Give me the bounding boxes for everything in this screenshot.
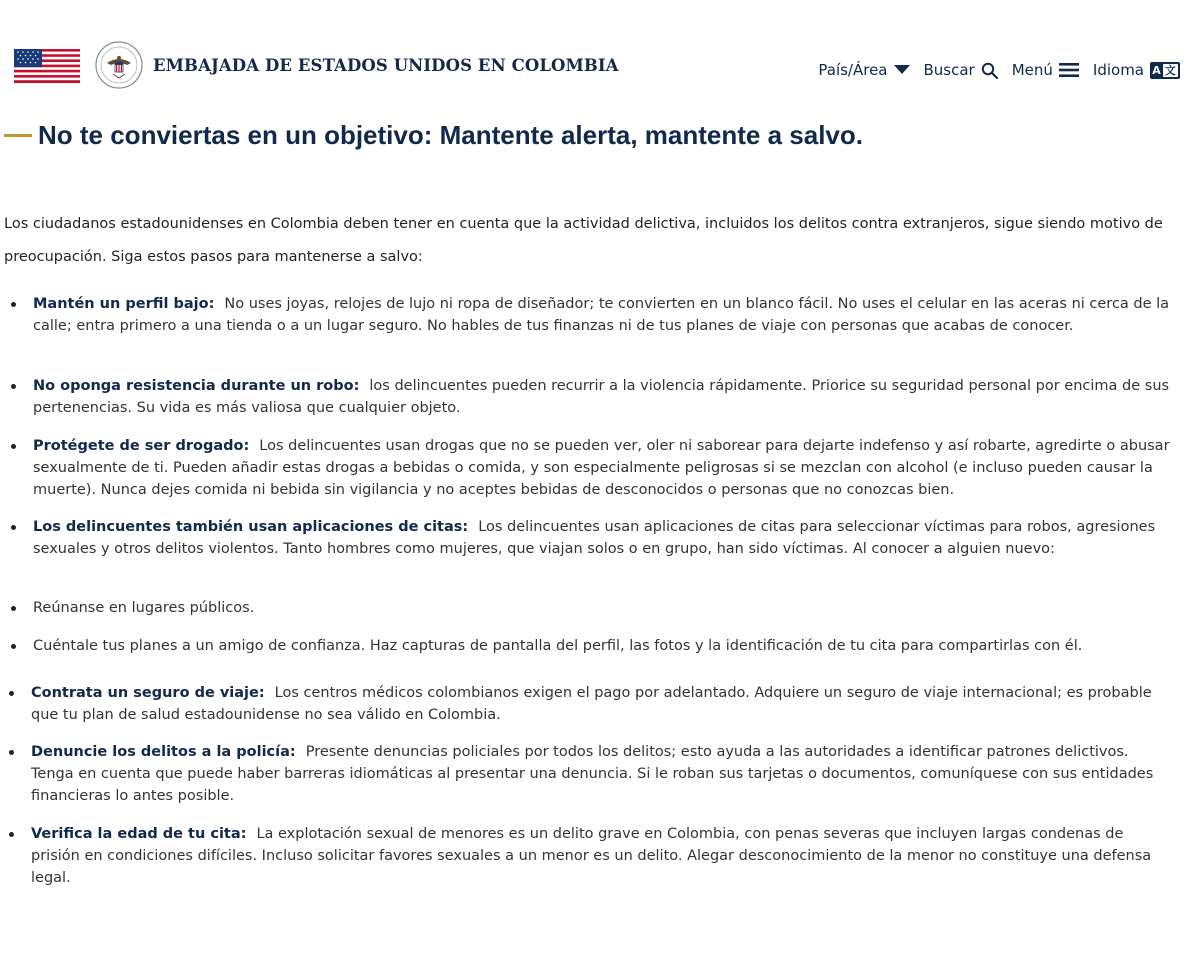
- item-lead: Mantén un perfil bajo:: [33, 296, 215, 312]
- search-label: Buscar: [923, 61, 975, 79]
- language-label: Idioma: [1092, 61, 1144, 79]
- us-flag-icon[interactable]: [14, 49, 80, 83]
- intro-paragraph: Los ciudadanos estadounidenses en Colombia deben tener en cuenta que la actividad delictiva, incluidos los delitos contra extranjeros, sigue siendo motivo de preocupación. Siga estos pasos para mantenerse a salvo:: [4, 216, 1163, 265]
- country-label: País/Área: [818, 61, 888, 79]
- search-button[interactable]: [924, 61, 998, 79]
- list-item: [0, 516, 1173, 560]
- item-text: Cuéntale tus planes a un amigo de confianza. Haz capturas de pantalla del perfil, las fotos y la identificación de tu cita para compartirlas con él.: [33, 638, 1083, 654]
- list-item: [0, 435, 1173, 501]
- item-lead: Protégete de ser drogado:: [33, 438, 250, 454]
- menu-button[interactable]: [1012, 61, 1079, 79]
- list-item: [0, 635, 1173, 657]
- language-selector[interactable]: [1093, 61, 1180, 79]
- site-title[interactable]: EMBAJADA DE ESTADOS UNIDOS EN COLOMBIA: [153, 56, 619, 75]
- item-text: los delincuentes pueden recurrir a la violencia rápidamente. Priorice su seguridad personal por encima de sus pertenencias. Su vida es más valiosa que cualquier objeto.: [33, 378, 1170, 416]
- list-item: [0, 597, 1173, 619]
- item-lead: Denuncie los delitos a la policía:: [31, 744, 296, 760]
- item-text: No uses joyas, relojes de lujo ni ropa de diseñador; te convierten en un blanco fácil. No uses el celular en las aceras ni cerca de la calle; entra primero a una tienda o a un lugar seguro. No hables de tus finanzas ni de tus planes de viaje con personas que acabas de conocer.: [33, 296, 1170, 334]
- search-icon: [981, 62, 998, 79]
- list-item: [0, 823, 1171, 889]
- item-lead: Contrata un seguro de viaje:: [31, 685, 265, 701]
- item-lead: No oponga resistencia durante un robo:: [33, 378, 360, 394]
- item-text: Los delincuentes usan drogas que no se pueden ver, oler ni saborear para dejarte indefenso y así robarte, agredirte o abusar sexualmente de ti. Pueden añadir estas drogas a bebidas o comida, y son especialmente peligrosas si se mezclan con alcohol (e incluso pueden causar la muerte). Nunca dejes comida ni bebida sin vigilancia y no aceptes bebidas de desconocidos o personas que no conozcas bien.: [33, 438, 1170, 498]
- page-title: No te conviertas en un objetivo: Mantente alerta, mantente a salvo.: [38, 120, 863, 150]
- item-lead: Los delincuentes también usan aplicaciones de citas:: [33, 519, 469, 535]
- top-nav: [818, 60, 1180, 80]
- item-lead: Verifica la edad de tu cita:: [31, 826, 247, 842]
- menu-label: Menú: [1011, 61, 1053, 79]
- item-text: La explotación sexual de menores es un delito grave en Colombia, con penas severas que incluyen largas condenas de prisión en condiciones difíciles. Incluso solicitar favores sexuales a un menor es un delito. Alegar desconocimiento de la menor no constituye una defensa legal.: [31, 826, 1152, 886]
- item-text: Presente denuncias policiales por todos los delitos; esto ayuda a las autoridades a identificar patrones delictivos. Tenga en cuenta que puede haber barreras idiomáticas al presentar una denuncia. Si le roban sus tarjetas o documentos, comuníquese con sus entidades financieras lo antes posible.: [31, 744, 1154, 804]
- item-text: Los delincuentes usan aplicaciones de citas para seleccionar víctimas para robos, agresiones sexuales y otros delitos violentos. Tanto hombres como mujeres, que viajan solos o en grupo, han sido víctimas. Al conocer a alguien nuevo:: [33, 519, 1156, 557]
- country-selector[interactable]: [818, 61, 909, 79]
- page-heading: [4, 120, 863, 151]
- item-text: Reúnanse en lugares públicos.: [33, 600, 255, 616]
- caret-down-icon: [894, 65, 910, 75]
- hamburger-icon: [1059, 62, 1079, 78]
- embassy-seal-icon[interactable]: [95, 41, 143, 89]
- title-accent-line: [4, 134, 32, 137]
- item-text: Los centros médicos colombianos exigen el pago por adelantado. Adquiere un seguro de viaje internacional; es probable que tu plan de salud estadounidense no sea válido en Colombia.: [31, 685, 1152, 723]
- language-icon: A 文: [1150, 62, 1180, 79]
- list-item: [0, 682, 1171, 726]
- site-header: [0, 0, 1200, 110]
- list-item: [0, 293, 1173, 337]
- list-item: [0, 375, 1173, 419]
- list-item: [0, 741, 1171, 807]
